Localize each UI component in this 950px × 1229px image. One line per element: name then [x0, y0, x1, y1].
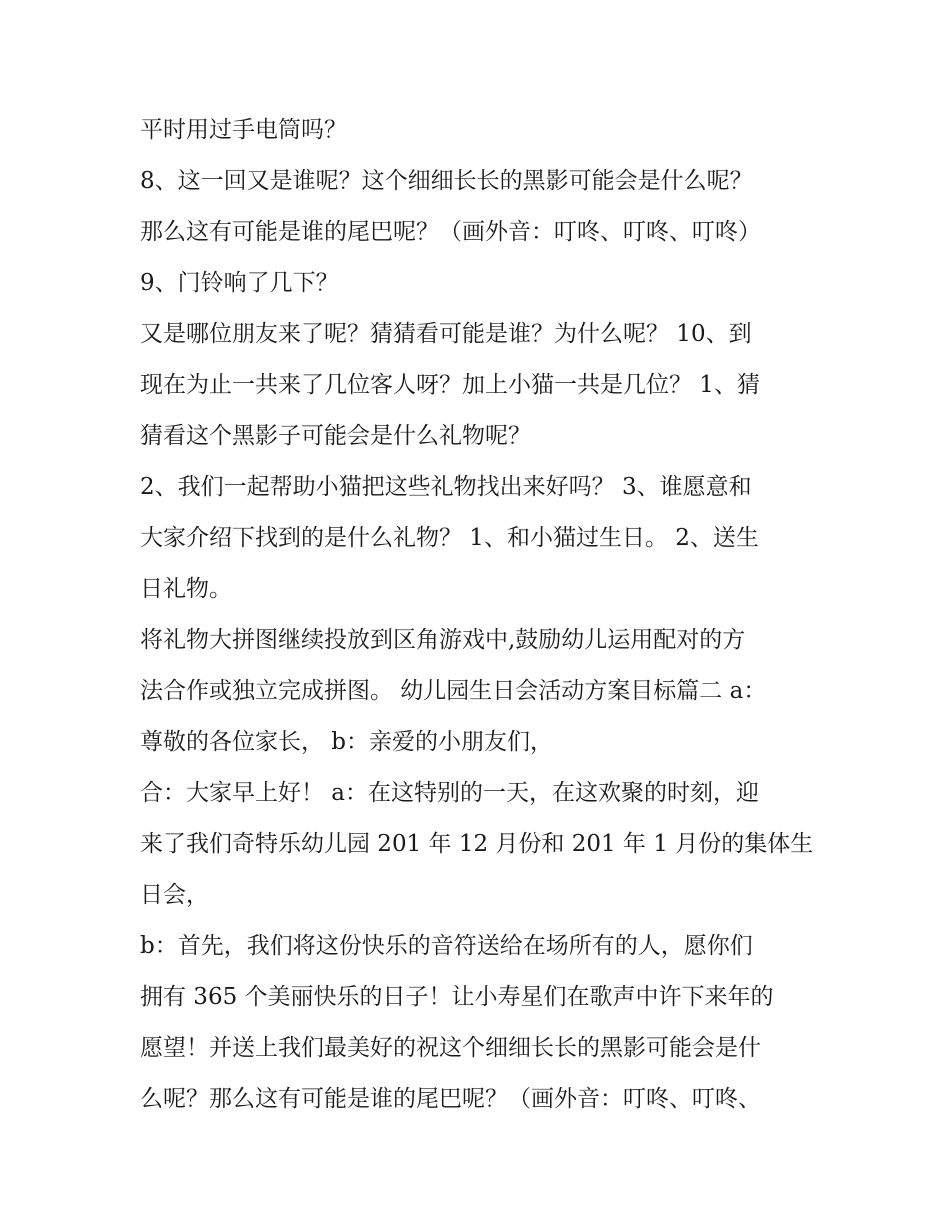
text-line: 日会， — [140, 882, 209, 908]
text-line: 日礼物。 — [140, 576, 232, 602]
text-line: 拥有 365 个美丽快乐的日子！让小寿星们在歌声中许下来年的 — [140, 984, 774, 1010]
text-line: 尊敬的各位家长， b：亲爱的小朋友们， — [140, 729, 554, 755]
text-line: 来了我们奇特乐幼儿园 201 年 12 月份和 201 年 1 月份的集体生 — [140, 831, 814, 857]
text-line: 法合作或独立完成拼图。 幼儿园生日会活动方案目标篇二 a： — [140, 678, 767, 704]
text-line: 愿望！并送上我们最美好的祝这个细细长长的黑影可能会是什 — [140, 1035, 761, 1061]
text-line: 平时用过手电筒吗？ — [140, 117, 347, 143]
text-line: 那么这有可能是谁的尾巴呢？（画外音：叮咚、叮咚、叮咚） — [140, 219, 761, 245]
text-line: 么呢？那么这有可能是谁的尾巴呢？（画外音：叮咚、叮咚、 — [140, 1086, 761, 1112]
text-line: 又是哪位朋友来了呢？猜猜看可能是谁？为什么呢？ 10、到 — [140, 321, 752, 347]
text-line: 2、我们一起帮助小猫把这些礼物找出来好吗？ 3、谁愿意和 — [140, 474, 752, 500]
text-line: 9、门铃响了几下？ — [140, 270, 339, 296]
text-line: 合：大家早上好！ a：在这特别的一天，在这欢聚的时刻，迎 — [140, 780, 760, 806]
text-line: 现在为止一共来了几位客人呀？加上小猫一共是几位？ 1、猜 — [140, 372, 760, 398]
text-line: 将礼物大拼图继续投放到区角游戏中,鼓励幼儿运用配对的方 — [140, 627, 746, 653]
text-line: 8、这一回又是谁呢？这个细细长长的黑影可能会是什么呢？ — [140, 168, 753, 194]
document-body — [140, 110, 820, 1130]
text-line: b：首先，我们将这份快乐的音符送给在场所有的人，愿你们 — [140, 933, 753, 959]
text-line: 猜看这个黑影子可能会是什么礼物呢？ — [140, 423, 531, 449]
text-line: 大家介绍下找到的是什么礼物？ 1、和小猫过生日。 2、送生 — [140, 525, 759, 551]
